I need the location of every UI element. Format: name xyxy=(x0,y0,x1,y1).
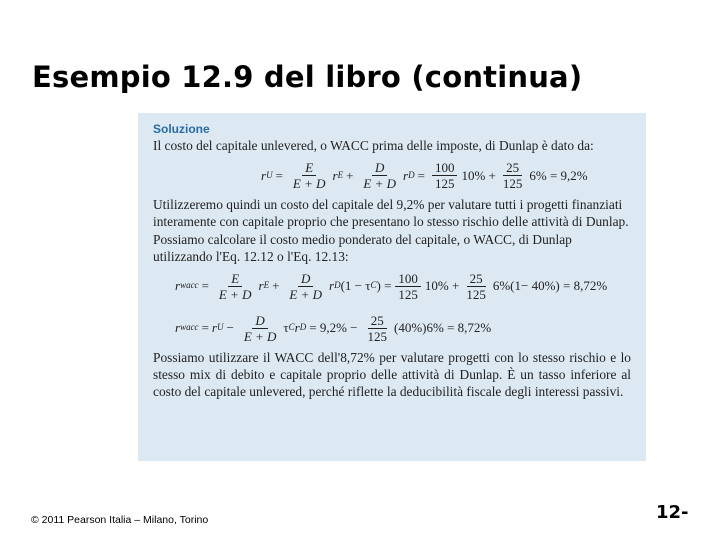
fraction-d-over-ed: $\frac{D}{E + D}$ xyxy=(289,270,323,302)
slide-title: Esempio 12.9 del libro (continua) xyxy=(32,60,583,94)
fraction-25-125: $\frac{25}{125}$ xyxy=(367,312,387,344)
equation-wacc-12-12: r wacc = $\frac{E}{E + D}$ r E + $\frac{D}{E + D}$ r D (1 − τ C ) = $\frac{100}{125}$ 10% + $\frac{25}{125}$ 6%(1− 40%) = 8,72% xyxy=(175,270,608,302)
fraction-d-over-ed: $\frac{D}{E + D}$ xyxy=(243,312,277,344)
solution-heading: Soluzione xyxy=(153,122,210,136)
fraction-e-over-ed: $\frac{E}{E + D}$ xyxy=(292,159,326,191)
page-number: 12- xyxy=(656,502,689,523)
fraction-25-125: $\frac{25}{125}$ xyxy=(502,159,523,191)
fraction-e-over-ed: $\frac{E}{E + D}$ xyxy=(218,270,252,302)
final-paragraph: Possiamo utilizzare il WACC dell'8,72% per valutare progetti con lo stesso rischio e lo stesso mix di debito e capitale proprio delle attività di Dunlap. È un tasso inferiore al costo del capitale unlevered, perché riflette la deducibilità fiscale degli interessi passivi. xyxy=(153,350,631,400)
fraction-25-125: $\frac{25}{125}$ xyxy=(466,270,486,302)
conclusion-paragraph: Utilizzeremo quindi un costo del capitale del 9,2% per valutare tutti i progetti finanziati interamente con capitale proprio che presentano lo stesso rischio delle attività di Dunlap. xyxy=(153,197,629,230)
fraction-100-125: $\frac{100}{125}$ xyxy=(432,160,458,191)
wacc-paragraph: Possiamo calcolare il costo medio ponderato del capitale, o WACC, di Dunlap utilizzando l'Eq. 12.12 o l'Eq. 12.13: xyxy=(153,231,572,264)
fraction-d-over-ed: $\frac{D}{E + D}$ xyxy=(363,159,397,191)
equation-wacc-12-13: r wacc = r U − $\frac{D}{E + D}$ τ C r D = 9,2% − $\frac{25}{125}$ (40%)6% = 8,72% xyxy=(175,312,492,344)
intro-paragraph: Il costo del capitale unlevered, o WACC prima delle imposte, di Dunlap è dato da: xyxy=(153,138,594,153)
solution-panel xyxy=(138,113,646,461)
copyright-footer: © 2011 Pearson Italia – Milano, Torino xyxy=(31,514,209,526)
equation-unlevered-cost: r U = $\frac{E}{E + D}$ r E + $\frac{D}{E + D}$ r D = $\frac{100}{125}$ 10% + $\frac{25}{125}$ 6% = 9,2% xyxy=(261,159,588,191)
fraction-100-125: $\frac{100}{125}$ xyxy=(395,271,421,302)
